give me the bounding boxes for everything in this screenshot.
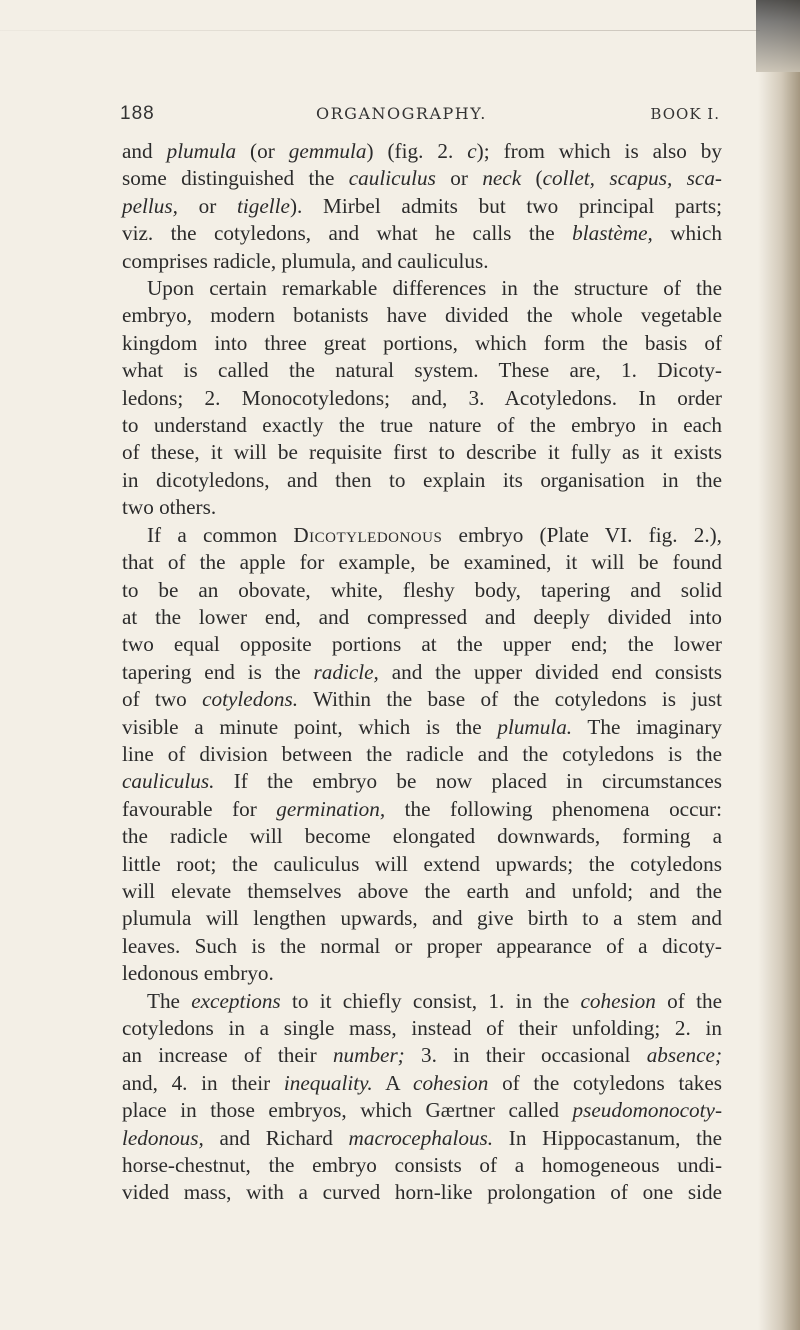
text-segment: tapering end is the [122,659,314,684]
text-segment: leaves. Such is the normal or proper appearance of a dicoty- [122,933,722,958]
text-line [122,494,722,521]
text-segment: of the cotyledons takes [488,1070,722,1095]
text-segment: ). Mirbel admits but two principal parts; [289,193,723,218]
text-line [122,988,722,1015]
text-segment: comprises radicle, plumula, and cauliculus. [122,248,489,273]
text-line [122,467,722,494]
body-text [122,138,722,1207]
text-line [122,385,722,412]
text-line [122,1097,722,1124]
running-header [120,103,720,133]
text-line [122,768,722,795]
text-segment: at the lower end, and compressed and deeply divided into [122,604,722,629]
text-segment: two others. [122,495,217,520]
text-segment: embryo, modern botanists have divided the whole vegetable [122,303,722,328]
text-segment: to understand exactly the true nature of the embryo in each [122,413,722,438]
text-line [122,330,722,357]
text-segment: the radicle will become elongated downwards, forming a [122,824,722,849]
text-line [122,193,722,220]
text-segment: to be an obovate, white, fleshy body, tapering and solid [122,577,722,602]
text-segment: Dicotyledonous [293,522,443,547]
text-segment: to it chiefly consist, 1. in the [280,988,581,1013]
italic-term: neck [482,166,522,191]
italic-term: ledonous, [122,1125,204,1150]
text-segment: The imaginary [572,714,722,739]
italic-term: cohesion [413,1070,489,1095]
italic-term: tigelle [237,193,290,218]
text-line [122,357,722,384]
text-segment: ) (fig. 2. [366,139,468,163]
text-segment: horse-chestnut, the embryo consists of a homogeneous undi- [122,1153,722,1178]
text-segment: visible a minute point, which is the [122,714,498,739]
running-title: ORGANOGRAPHY. [316,104,487,123]
text-segment: embryo (Plate VI. fig. 2.), [442,522,722,547]
text-line [122,659,722,686]
text-segment: little root; the cauliculus will extend upwards; the cotyledons [122,851,722,876]
text-segment: some distinguished the [122,166,349,191]
text-segment: If the embryo be now placed in circumstances [214,769,722,794]
text-segment: and, 4. in their [122,1070,284,1095]
italic-term: inequality. [283,1070,373,1095]
text-segment: place in those embryos, which Gærtner called [122,1098,573,1123]
text-segment: favourable for [122,796,277,821]
italic-term: cohesion [580,988,656,1013]
book-label: BOOK I. [650,105,720,123]
italic-term: number; [332,1043,405,1068]
text-segment: and Richard [203,1125,349,1150]
text-line [122,933,722,960]
text-segment: (or [236,139,289,163]
text-line [122,549,722,576]
italic-term: plumula. [497,714,573,739]
italic-term: pellus, [122,193,178,218]
italic-term: plumula [166,139,237,163]
text-segment: what is called the natural system. These are, 1. Dicoty- [122,358,722,383]
text-segment: Upon certain remarkable differences in the structure of the [147,276,722,301]
italic-term: radicle, [313,659,379,684]
text-line [122,220,722,247]
text-segment: A [372,1070,414,1095]
italic-term: absence; [646,1043,722,1068]
text-line [122,741,722,768]
text-segment: in dicotyledons, and then to explain its organisation in the [122,467,722,492]
italic-term: exceptions [191,988,281,1013]
text-segment: kingdom into three great portions, which form the basis of [122,330,722,355]
text-line [122,1125,722,1152]
text-segment: Within the base of the cotyledons is just [298,687,722,712]
italic-term: c [467,139,477,163]
text-line [122,823,722,850]
text-segment: plumula will lengthen upwards, and give birth to a stem and [122,906,722,931]
text-segment: line of division between the radicle and the cotyledons is the [122,741,722,766]
text-line [122,275,722,302]
text-line [122,302,722,329]
text-segment: vided mass, with a curved horn-like prolongation of one side [122,1180,722,1205]
text-segment: or [435,166,483,191]
text-segment: In Hippocastanum, the [493,1125,722,1150]
text-segment: of these, it will be requisite first to describe it fully as it exists [122,440,722,465]
text-segment: an increase of their [122,1043,333,1068]
text-segment: 3. in their occasional [404,1043,647,1068]
text-segment: will elevate themselves above the earth and unfold; and the [122,878,722,903]
text-segment: viz. the cotyledons, and what he calls the [122,221,573,246]
text-segment: two equal opposite portions at the upper end; the lower [122,632,722,657]
text-line [122,851,722,878]
text-line [122,1152,722,1179]
text-segment: and [122,139,167,163]
text-line [122,1042,722,1069]
text-line [122,138,722,165]
text-segment: The [147,988,192,1013]
text-line [122,248,722,275]
italic-term: gemmula [288,139,367,163]
text-line [122,905,722,932]
text-line [122,686,722,713]
text-line [122,412,722,439]
text-segment: ); from which is also by [476,139,722,163]
text-segment: ( [521,166,543,191]
italic-term: cauliculus [348,166,436,191]
text-segment: cotyledons in a single mass, instead of their unfolding; 2. in [122,1016,722,1040]
text-line [122,1070,722,1097]
italic-term: cotyledons. [202,687,299,712]
page-number: 188 [120,103,155,124]
text-segment: ledonous embryo. [122,961,274,986]
text-line [122,960,722,987]
text-line [122,631,722,658]
text-segment: If a common [147,522,294,547]
text-segment: ledons; 2. Monocotyledons; and, 3. Acotyledons. In order [122,385,722,410]
text-segment: the following phenomena occur: [385,796,723,821]
page-edge [0,30,760,31]
text-segment: or [177,193,238,218]
text-line [122,439,722,466]
italic-term: collet, scapus, sca- [542,166,722,191]
italic-term: blastème, [572,221,653,246]
text-line [122,714,722,741]
text-segment: which [652,221,722,246]
binding-shadow [758,0,800,1330]
text-line [122,522,722,549]
italic-term: cauliculus. [122,769,215,794]
text-line [122,604,722,631]
text-segment: and the upper divided end consists [378,659,723,684]
text-line [122,878,722,905]
text-segment: of two [122,687,203,712]
text-line [122,577,722,604]
text-segment: of the [655,988,722,1013]
text-line [122,796,722,823]
italic-term: pseudomonocoty- [572,1098,722,1123]
text-segment: that of the apple for example, be examined, it will be found [122,550,722,575]
text-line [122,1179,722,1206]
italic-term: germination, [276,796,386,821]
text-line [122,165,722,192]
page-corner-mark [756,0,800,72]
text-line [122,1015,722,1042]
italic-term: macrocephalous. [348,1125,494,1150]
